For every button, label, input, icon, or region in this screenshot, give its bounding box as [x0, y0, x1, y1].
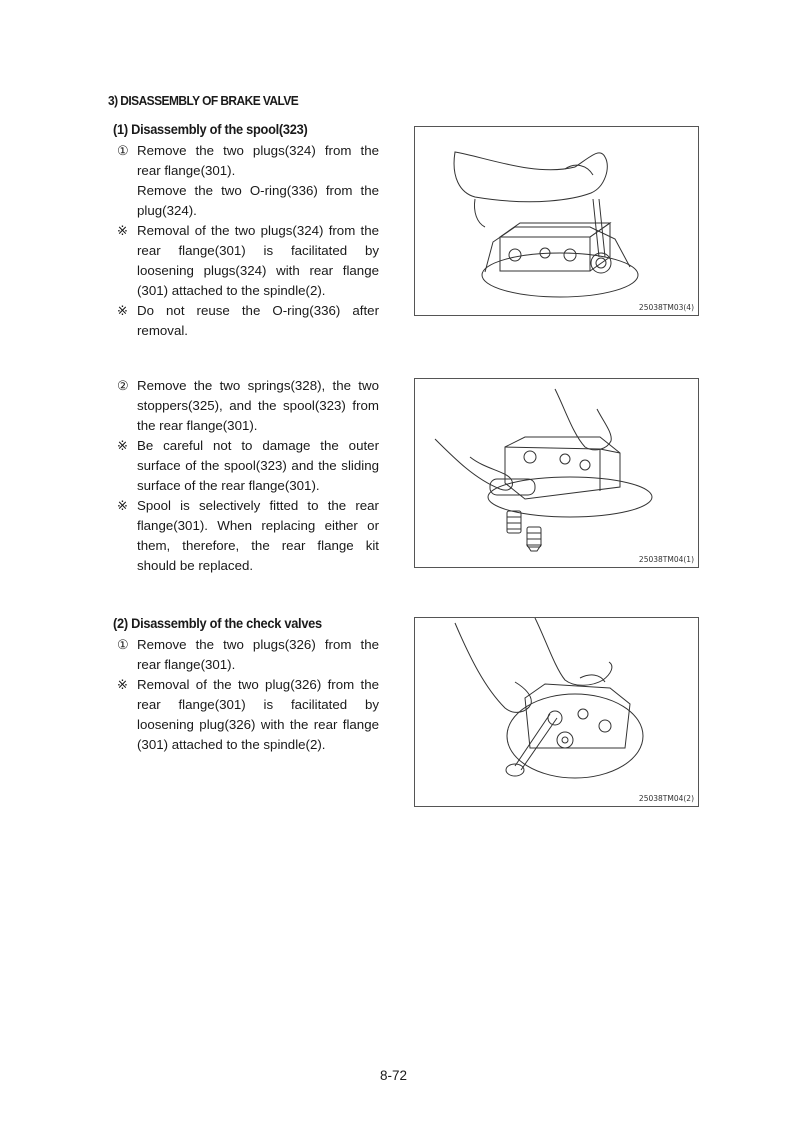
figure-remove-check-plugs: [414, 617, 699, 807]
spool-steps-a: [117, 141, 379, 341]
figure-remove-springs-spool: [414, 378, 699, 568]
check-valve-steps: [117, 635, 379, 755]
figure-code: 25038TM04(2): [638, 794, 694, 803]
note-text: Do not reuse the O-ring(336) after removal.: [137, 303, 379, 338]
figure-code: 25038TM03(4): [638, 303, 694, 312]
illustration-remove-plugs: [415, 127, 700, 317]
step-text: Remove the two plugs(326) from the rear flange(301).: [137, 637, 379, 672]
step-text: Remove the two O-ring(336) from the plug(324).: [137, 183, 379, 218]
spool-steps-b: [117, 376, 379, 576]
list-item: [117, 675, 379, 755]
subsection-title-check-valves: (2) Disassembly of the check valves: [113, 616, 322, 631]
list-item: [117, 376, 379, 436]
step-marker: ①: [117, 143, 129, 158]
illustration-remove-springs-spool: [415, 379, 700, 569]
subsection-title-spool: (1) Disassembly of the spool(323): [113, 122, 308, 137]
list-item: [117, 635, 379, 675]
list-item: [117, 301, 379, 341]
step-marker: ②: [117, 378, 129, 393]
list-item: [117, 141, 379, 181]
note-marker: ※: [117, 223, 128, 238]
figure-remove-plugs: [414, 126, 699, 316]
section-title: 3) DISASSEMBLY OF BRAKE VALVE: [108, 93, 299, 108]
note-text: Be careful not to damage the outer surface of the spool(323) and the sliding surface of the rear flange(301).: [137, 438, 379, 493]
list-item: [117, 496, 379, 576]
step-marker: ①: [117, 637, 129, 652]
list-item: [117, 181, 379, 221]
list-item: [117, 221, 379, 301]
note-marker: ※: [117, 498, 128, 513]
note-text: Removal of the two plug(326) from the rear flange(301) is facilitated by loosening plug(326) with the rear flange (301) attached to the spindle(2).: [137, 677, 379, 752]
page-number: 8-72: [380, 1068, 408, 1083]
note-marker: ※: [117, 677, 128, 692]
step-text: Remove the two plugs(324) from the rear flange(301).: [137, 143, 379, 178]
note-text: Spool is selectively fitted to the rear flange(301). When replacing either or them, therefore, the rear flange kit should be replaced.: [137, 498, 379, 573]
step-text: Remove the two springs(328), the two stoppers(325), and the spool(323) from the rear flange(301).: [137, 378, 379, 433]
illustration-remove-check-plugs: [415, 618, 700, 808]
list-item: [117, 436, 379, 496]
note-text: Removal of the two plugs(324) from the rear flange(301) is facilitated by loosening plugs(324) with rear flange (301) attached to the spindle(2).: [137, 223, 379, 298]
note-marker: ※: [117, 303, 128, 318]
note-marker: ※: [117, 438, 128, 453]
figure-code: 25038TM04(1): [638, 555, 694, 564]
